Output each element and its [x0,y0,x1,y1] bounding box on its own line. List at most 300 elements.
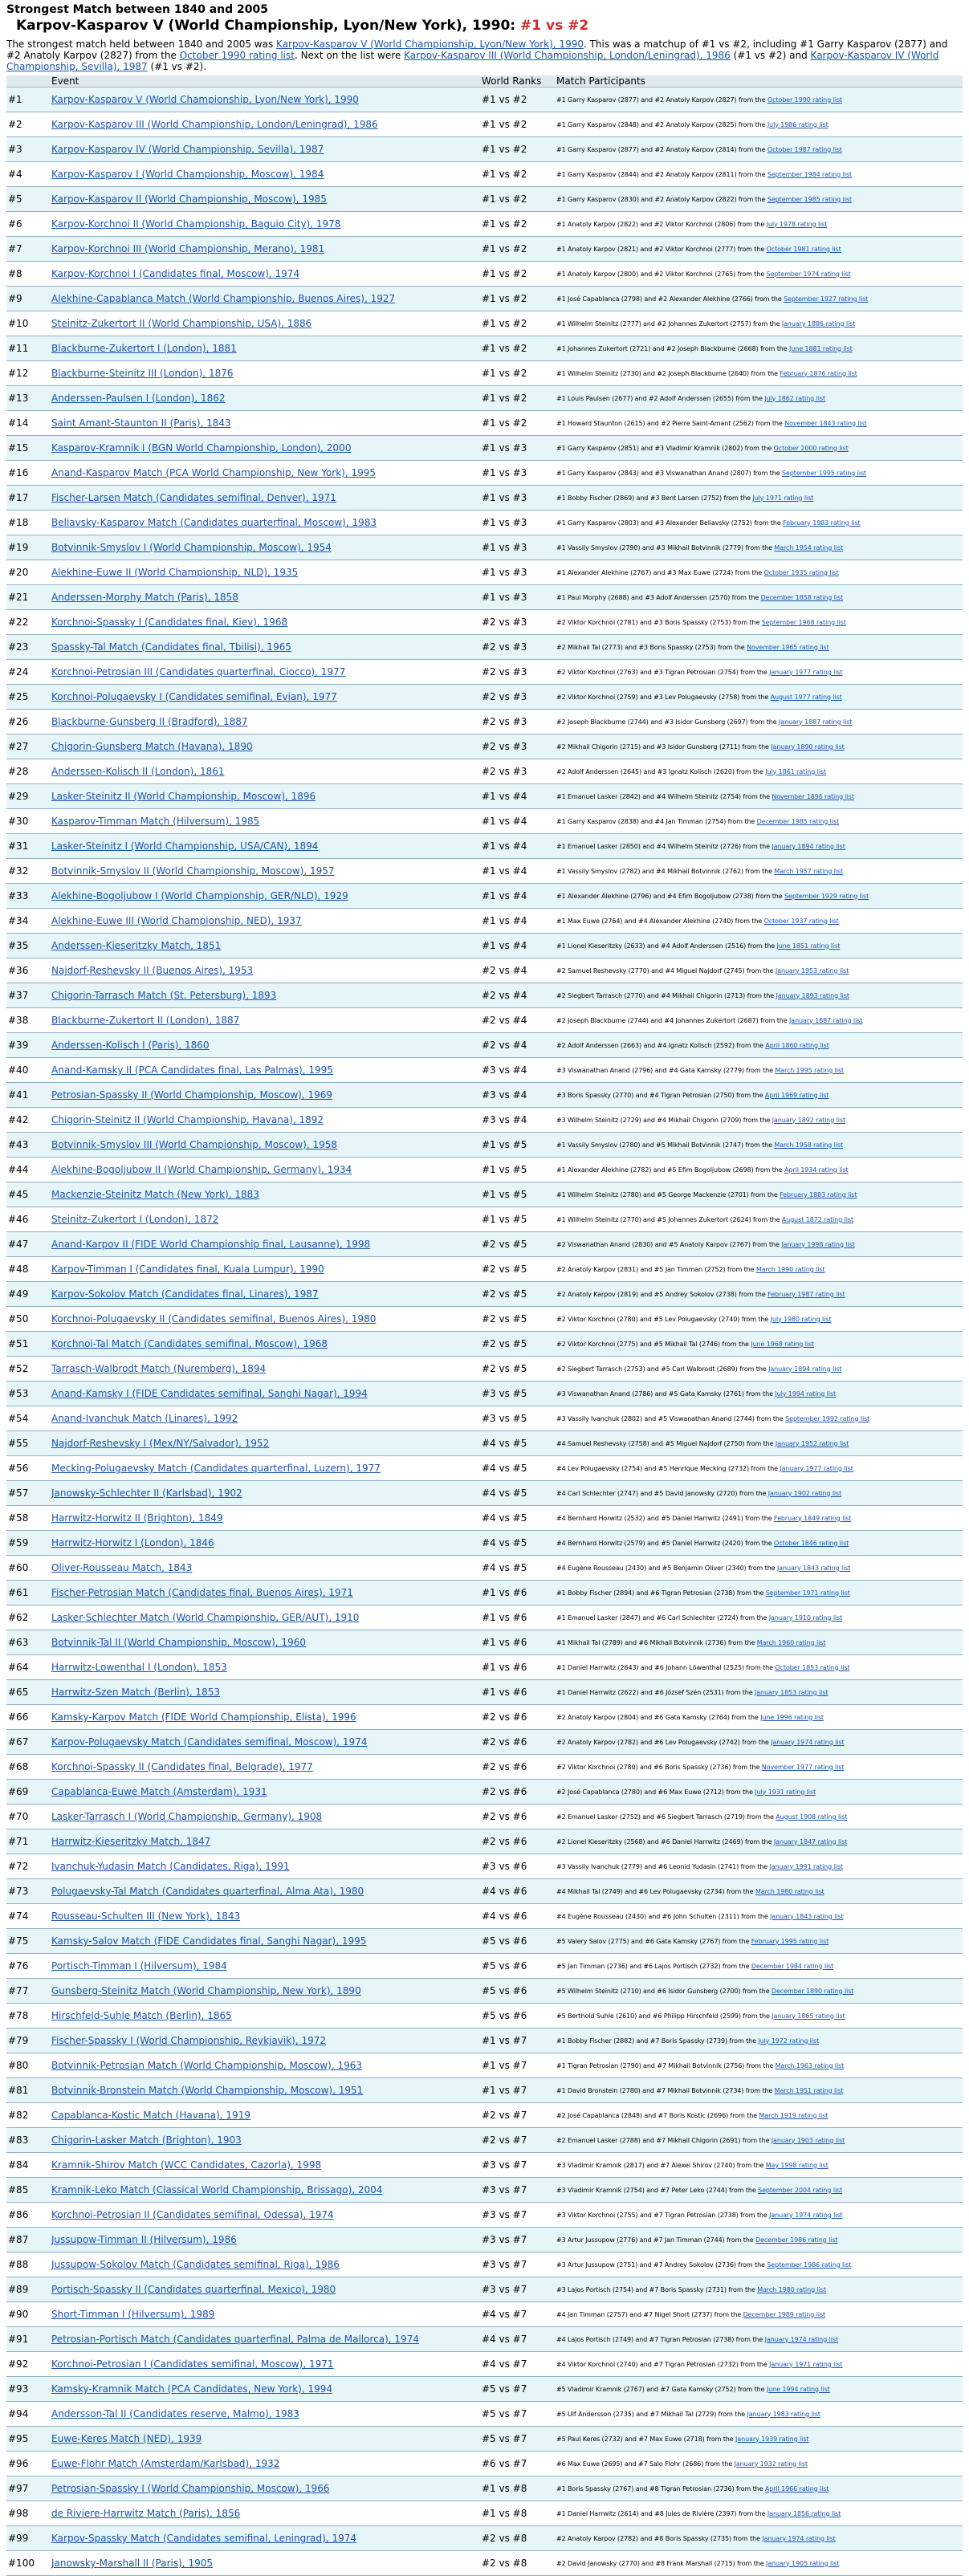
rating-list-link[interactable]: September 2004 rating list [758,2186,843,2194]
table-row [6,983,963,1008]
rating-list-link[interactable]: December 1858 rating list [760,593,844,601]
table-row [6,1083,963,1108]
rating-list-link[interactable]: February 1995 rating list [751,1937,829,1945]
intro-link-event-2[interactable]: Karpov-Kasparov III (World Championship, London/Leningrad), 1986 [404,50,731,61]
event-link[interactable]: Janowsky-Marshall II (Paris), 1905 [51,2558,213,2569]
rank-cell: #97 [6,2476,43,2501]
participants-cell [548,1979,963,2004]
event-link[interactable]: Korchnoi-Spassky II (Candidates final, Belgrade), 1977 [51,1761,313,1772]
rating-list-link[interactable]: January 1974 rating list [764,2335,838,2343]
event-link[interactable]: Korchnoi-Petrosian III (Candidates quarterfinal, Ciocco), 1977 [51,666,346,678]
rating-list-link[interactable]: July 1862 rating list [764,394,825,402]
rating-list-link[interactable]: September 1974 rating list [766,270,851,278]
participants-cell [548,834,963,859]
rank-cell: #85 [6,2178,43,2203]
table-row [6,1904,963,1929]
event-link[interactable]: Korchnoi-Tal Match (Candidates semifinal, Moscow), 1968 [51,1338,328,1349]
rating-list-link[interactable]: April 1966 rating list [764,2484,829,2493]
rating-list-link[interactable]: September 1985 rating list [767,195,852,203]
rating-list-link[interactable]: January 1856 rating list [767,2509,841,2517]
event-link[interactable]: Korchnoi-Petrosian I (Candidates semifinal, Moscow), 1971 [51,2358,334,2370]
event-link[interactable]: Blackburne-Zukertort II (London), 1887 [51,1015,240,1026]
event-link[interactable]: Anderssen-Kolisch I (Paris), 1860 [51,1040,210,1051]
event-cell [43,1108,474,1133]
event-link[interactable]: Karpov-Kasparov III (World Championship, London/Leningrad), 1986 [51,119,378,130]
event-link[interactable]: Kasparov-Kramnik I (BGN World Championship, London), 2000 [51,442,352,454]
rank-cell: #12 [6,361,43,386]
event-link[interactable]: Harrwitz-Kieseritzky Match, 1847 [51,1836,211,1847]
rating-list-link[interactable]: October 1990 rating list [767,96,842,104]
event-link[interactable]: Rousseau-Schulten III (New York), 1843 [51,1911,241,1922]
rank-cell: #67 [6,1730,43,1755]
event-link[interactable]: Mackenzie-Steinitz Match (New York), 1883 [51,1189,259,1200]
participants-text: #2 Joseph Blackburne (2744) and #3 Isidor Gunsberg (2697) from the [556,718,780,726]
event-link[interactable]: Chigorin-Steinitz II (World Championship, Havana), 1892 [51,1114,324,1125]
event-link[interactable]: Kamsky-Kramnik Match (PCA Candidates, New York), 1994 [51,2383,333,2395]
event-link[interactable]: Karpov-Kasparov I (World Championship, Moscow), 1984 [51,169,324,180]
participants-cell [548,1879,963,1904]
event-link[interactable]: Portisch-Spassky II (Candidates quarterfinal, Mexico), 1980 [51,2284,336,2295]
event-link[interactable]: Karpov-Timman I (Candidates final, Kuala Lumpur), 1990 [51,1264,324,1275]
world-ranks-cell: #2 vs #5 [474,1357,548,1382]
rating-list-link[interactable]: January 1890 rating list [771,743,845,751]
world-ranks-cell: #4 vs #7 [474,2352,548,2377]
rating-list-link[interactable]: February 1987 rating list [767,1290,845,1298]
event-link[interactable]: Korchnoi-Spassky I (Candidates final, Kiev), 1968 [51,617,288,628]
intro-link-rating-list[interactable]: October 1990 rating list [179,50,295,61]
world-ranks-cell: #1 vs #2 [474,212,548,237]
event-link[interactable]: Tarrasch-Walbrodt Match (Nuremberg), 1894 [51,1363,267,1374]
event-link[interactable]: Anderssen-Paulsen I (London), 1862 [51,393,226,404]
rating-list-link[interactable]: December 1984 rating list [751,1962,834,1970]
table-row [6,187,963,212]
event-link[interactable]: Karpov-Korchnoi III (World Championship, Merano), 1981 [51,243,325,254]
event-link[interactable]: Kramnik-Shirov Match (WCC Candidates, Cazorla), 1998 [51,2159,322,2171]
event-link[interactable]: Saint Amant-Staunton II (Paris), 1843 [51,417,231,429]
participants-text: #2 Viktor Korchnoi (2775) and #5 Mikhail Tal (2746) from the [556,1340,751,1348]
participants-cell [548,1755,963,1780]
rating-list-link[interactable]: September 1971 rating list [765,1589,850,1597]
participants-cell [548,511,963,535]
rating-list-link[interactable]: March 1919 rating list [759,2111,829,2119]
event-link[interactable]: Petrosian-Spassky II (World Championship, Moscow), 1969 [51,1089,333,1101]
rating-list-link[interactable]: January 1974 rating list [771,1738,845,1746]
event-cell [43,2501,474,2526]
rating-list-link[interactable]: January 1932 rating list [734,2460,808,2468]
rating-list-link[interactable]: March 1990 rating list [755,1265,825,1273]
world-ranks-cell: #2 vs #8 [474,2551,548,2576]
event-link[interactable]: Steinitz-Zukertort I (London), 1872 [51,1214,219,1225]
rating-list-link[interactable]: August 1872 rating list [781,1215,853,1223]
participants-cell [548,2004,963,2029]
rank-cell: #100 [6,2551,43,2576]
table-row [6,610,963,635]
rating-list-link[interactable]: January 1977 rating list [769,668,843,676]
event-link[interactable]: Euwe-Flohr Match (Amsterdam/Karlsbad), 1932 [51,2458,280,2469]
event-link[interactable]: Andersson-Tal II (Candidates reserve, Malmo), 1983 [51,2408,299,2419]
world-ranks-cell: #1 vs #4 [474,834,548,859]
rating-list-link[interactable]: October 1935 rating list [763,568,839,576]
event-link[interactable]: Euwe-Keres Match (NED), 1939 [51,2433,202,2444]
page-title: Strongest Match between 1840 and 2005 [6,3,268,16]
event-cell [43,784,474,809]
rating-list-link[interactable]: February 1983 rating list [783,519,861,527]
event-link[interactable]: Harrwitz-Horwitz II (Brighton), 1849 [51,1512,223,1524]
rating-list-link[interactable]: February 1849 rating list [774,1514,852,1522]
rating-list-link[interactable]: June 1994 rating list [766,2385,830,2393]
world-ranks-cell: #1 vs #2 [474,87,548,112]
participants-cell [548,535,963,560]
event-link[interactable]: Polugaevsky-Tal Match (Candidates quarterfinal, Alma Ata), 1980 [51,1886,364,1897]
event-link[interactable]: Fischer-Spassky I (World Championship, Reykjavik), 1972 [51,2035,326,2046]
event-link[interactable]: Najdorf-Reshevsky I (Mex/NY/Salvador), 1952 [51,1438,270,1449]
table-row [6,1805,963,1829]
event-link[interactable]: Hirschfeld-Suhle Match (Berlin), 1865 [51,2010,232,2021]
rating-list-link[interactable]: September 1992 rating list [785,1414,870,1422]
rating-list-link[interactable]: July 1994 rating list [775,1390,837,1398]
participants-text: #1 Wilhelm Steinitz (2770) and #5 Johannes Zukertort (2624) from the [556,1215,782,1223]
world-ranks-cell: #3 vs #7 [474,2228,548,2252]
participants-cell [548,2427,963,2452]
table-row [6,1382,963,1406]
rating-list-link[interactable]: February 1876 rating list [780,369,857,377]
rating-list-link[interactable]: January 1910 rating list [768,1614,843,1622]
rating-list-link[interactable]: March 1951 rating list [774,2086,844,2094]
rating-list-link[interactable]: March 1995 rating list [775,1066,844,1074]
participants-cell [548,2327,963,2352]
rating-list-link[interactable]: August 1977 rating list [770,693,842,701]
event-cell [43,1257,474,1282]
intro-link-event-3[interactable]: Karpov-Kasparov IV (World Championship, Sevilla), 1987 [6,50,939,72]
event-link[interactable]: Botvinnik-Smyslov II (World Championship, Moscow), 1957 [51,865,335,877]
table-row [6,1655,963,1680]
event-link[interactable]: Karpov-Korchnoi II (World Championship, Baguio City), 1978 [51,218,341,230]
event-link[interactable]: Alekhine-Bogoljubow I (World Championship, GER/NLD), 1929 [51,890,348,901]
event-link[interactable]: Harrwitz-Horwitz I (London), 1846 [51,1537,214,1548]
rating-list-link[interactable]: June 1968 rating list [751,1340,815,1348]
event-link[interactable]: Alekhine-Capablanca Match (World Championship, Buenos Aires), 1927 [51,293,396,304]
rating-list-link[interactable]: January 1998 rating list [781,1240,855,1248]
rating-list-link[interactable]: January 1953 rating list [775,967,849,975]
participants-text: #1 Garry Kasparov (2838) and #4 Jan Timman (2754) from the [556,817,757,825]
event-link[interactable]: Botvinnik-Petrosian Match (World Championship, Moscow), 1963 [51,2060,363,2071]
event-link[interactable]: de Riviere-Harrwitz Match (Paris), 1856 [51,2508,241,2519]
participants-cell [548,1929,963,1954]
rating-list-link[interactable]: January 1893 rating list [776,991,849,999]
rating-list-link[interactable]: September 1984 rating list [767,170,852,178]
event-link[interactable]: Beliavsky-Kasparov Match (Candidates quarterfinal, Moscow), 1983 [51,517,377,528]
rating-list-link[interactable]: March 1980 rating list [757,2285,826,2293]
rating-list-link[interactable]: September 1986 rating list [767,2261,852,2269]
rating-list-link[interactable]: January 1977 rating list [780,1464,853,1472]
table-row [6,784,963,809]
event-link[interactable]: Botvinnik-Smyslov III (World Championship, Moscow), 1958 [51,1139,338,1150]
event-link[interactable]: Botvinnik-Smyslov I (World Championship, Moscow), 1954 [51,542,332,553]
event-link[interactable]: Jussupow-Timman II (Hilversum), 1986 [51,2234,237,2245]
event-link[interactable]: Anand-Ivanchuk Match (Linares), 1992 [51,1413,238,1424]
participants-text: #2 Anatoly Karpov (2804) and #6 Gata Kamsky (2764) from the [556,1713,761,1721]
rating-list-link[interactable]: January 1971 rating list [769,2360,843,2368]
rating-list-link[interactable]: June 1881 rating list [789,344,853,352]
participants-cell [548,2302,963,2327]
rating-list-link[interactable]: April 1969 rating list [764,1091,829,1099]
event-link[interactable]: Chigorin-Lasker Match (Brighton), 1903 [51,2134,242,2146]
intro-text: (#1 vs #2). [147,61,207,72]
event-link[interactable]: Oliver-Rousseau Match, 1843 [51,1562,193,1573]
participants-text: #1 Lionel Kieseritzky (2633) and #4 Adolf Anderssen (2516) from the [556,942,777,950]
rating-list-link[interactable]: January 1865 rating list [772,2012,845,2020]
event-link[interactable]: Petrosian-Spassky I (World Championship, Moscow), 1966 [51,2483,330,2494]
event-link[interactable]: Fischer-Petrosian Match (Candidates final, Buenos Aires), 1971 [51,1587,353,1598]
rating-list-link[interactable]: March 1957 rating list [774,867,844,875]
event-link[interactable]: Korchnoi-Petrosian II (Candidates semifinal, Odessa), 1974 [51,2209,334,2220]
rating-list-link[interactable]: November 1965 rating list [747,643,829,651]
rating-list-link[interactable]: June 1851 rating list [776,942,841,950]
participants-cell [548,635,963,660]
event-link[interactable]: Anand-Kamsky I (FIDE Candidates semifinal, Sanghi Nagar), 1994 [51,1388,368,1399]
rating-list-link[interactable]: March 1980 rating list [755,1887,824,1895]
participants-cell [548,212,963,237]
event-link[interactable]: Karpov-Kasparov V (World Championship, Lyon/New York), 1990 [51,94,359,105]
rating-list-link[interactable]: December 1989 rating list [743,2310,826,2318]
participants-cell [548,1531,963,1556]
event-link[interactable]: Kamsky-Salov Match (FIDE Candidates final, Sanghi Nagar), 1995 [51,1935,367,1947]
rank-cell: #55 [6,1431,43,1456]
event-link[interactable]: Blackburne-Gunsberg II (Bradford), 1887 [51,716,248,727]
rating-list-link[interactable]: January 1991 rating list [769,1862,843,1870]
participants-cell [548,461,963,486]
rating-list-link[interactable]: December 1890 rating list [771,1987,854,1995]
rank-cell: #84 [6,2153,43,2178]
rating-list-link[interactable]: January 1952 rating list [775,1439,849,1447]
event-link[interactable]: Janowsky-Schlechter II (Karlsbad), 1902 [51,1487,242,1499]
event-link[interactable]: Jussupow-Sokolov Match (Candidates semifinal, Riga), 1986 [51,2259,340,2270]
rating-list-link[interactable]: April 1934 rating list [784,1166,849,1174]
event-link[interactable]: Korchnoi-Polugaevsky I (Candidates semifinal, Evian), 1977 [51,691,337,702]
event-link[interactable]: Ivanchuk-Yudasin Match (Candidates, Riga), 1991 [51,1861,290,1872]
rating-list-link[interactable]: July 1978 rating list [766,220,828,228]
table-row [6,1581,963,1605]
world-ranks-cell: #2 vs #3 [474,610,548,635]
event-link[interactable]: Anderssen-Kieseritzky Match, 1851 [51,940,222,951]
rating-list-link[interactable]: November 1896 rating list [772,792,854,800]
rating-list-link[interactable]: January 1939 rating list [735,2435,809,2443]
rating-list-link[interactable]: February 1883 rating list [780,1190,857,1198]
event-link[interactable]: Anderssen-Morphy Match (Paris), 1858 [51,592,238,603]
event-link[interactable]: Botvinnik-Bronstein Match (World Championship, Moscow), 1951 [51,2085,364,2096]
rating-list-link[interactable]: January 1974 rating list [769,2211,843,2219]
rating-list-link[interactable]: January 1894 rating list [768,1365,842,1373]
event-link[interactable]: Steinitz-Zukertort II (World Championship, USA), 1886 [51,318,312,329]
table-row [6,1033,963,1058]
rank-cell: #73 [6,1879,43,1904]
event-link[interactable]: Petrosian-Portisch Match (Candidates quarterfinal, Palma de Mallorca), 1974 [51,2334,419,2345]
table-row [6,735,963,759]
table-row [6,1730,963,1755]
event-link[interactable]: Karpov-Korchnoi I (Candidates final, Moscow), 1974 [51,268,300,279]
rank-cell: #17 [6,486,43,511]
rating-list-link[interactable]: November 1843 rating list [784,419,867,427]
rating-list-link[interactable]: July 1931 rating list [755,1788,816,1796]
event-link[interactable]: Alekhine-Bogoljubow II (World Championship, Germany), 1934 [51,1164,352,1175]
event-cell [43,2327,474,2352]
participants-cell [548,2476,963,2501]
rank-cell: #50 [6,1307,43,1332]
event-link[interactable]: Najdorf-Reshevsky II (Buenos Aires), 1953 [51,965,254,976]
world-ranks-cell: #3 vs #4 [474,1083,548,1108]
event-cell [43,585,474,610]
rating-list-link[interactable]: January 1853 rating list [755,1688,829,1696]
rating-list-link[interactable]: September 1968 rating list [761,618,846,626]
rating-list-link[interactable]: October 1987 rating list [767,145,842,153]
rank-cell: #16 [6,461,43,486]
event-link[interactable]: Blackburne-Zukertort I (London), 1881 [51,343,237,354]
table-row [6,361,963,386]
event-link[interactable]: Anand-Kamsky II (PCA Candidates final, Las Palmas), 1995 [51,1064,333,1076]
rating-list-link[interactable]: July 1986 rating list [767,120,829,128]
rating-list-link[interactable]: June 1996 rating list [760,1713,824,1721]
event-link[interactable]: Anand-Karpov II (FIDE World Championship final, Lausanne), 1998 [51,1239,371,1250]
table-row [6,1307,963,1332]
world-ranks-cell: #3 vs #5 [474,1382,548,1406]
participants-cell [548,1780,963,1805]
event-cell [43,1954,474,1979]
rating-list-link[interactable]: January 1903 rating list [771,2136,845,2144]
event-link[interactable]: Anderssen-Kolisch II (London), 1861 [51,766,225,777]
participants-cell [548,137,963,162]
event-cell [43,1979,474,2004]
event-link[interactable]: Kamsky-Karpov Match (FIDE World Championship, Elista), 1996 [51,1711,356,1723]
participants-text: #1 Tigran Petrosian (2790) and #7 Mikhail Botvinnik (2756) from the [556,2061,776,2069]
event-link[interactable]: Alekhine-Euwe II (World Championship, NLD), 1935 [51,567,299,578]
participants-text: #1 Paul Morphy (2688) and #3 Adolf Anderssen (2570) from the [556,593,761,601]
rating-list-link[interactable]: March 1960 rating list [756,1638,826,1646]
rating-list-link[interactable]: January 1847 rating list [773,1837,848,1846]
rating-list-link[interactable]: August 1908 rating list [776,1813,848,1821]
event-cell [43,262,474,287]
participants-cell [548,237,963,262]
participants-cell [548,784,963,809]
event-link[interactable]: Harrwitz-Szen Match (Berlin), 1853 [51,1687,221,1698]
table-row [6,1207,963,1232]
event-link[interactable]: Mecking-Polugaevsky Match (Candidates quarterfinal, Luzern), 1977 [51,1463,381,1474]
event-link[interactable]: Lasker-Steinitz II (World Championship, Moscow), 1896 [51,791,316,802]
rating-list-link[interactable]: January 1974 rating list [762,2534,836,2542]
rating-list-link[interactable]: March 1958 rating list [774,1141,844,1149]
rating-list-link[interactable]: December 1986 rating list [755,2236,838,2244]
table-body [6,87,963,2576]
rating-list-link[interactable]: January 1843 rating list [776,1564,851,1572]
event-link[interactable]: Korchnoi-Polugaevsky II (Candidates semifinal, Buenos Aires), 1980 [51,1313,377,1325]
event-link[interactable]: Fischer-Larsen Match (Candidates semifinal, Denver), 1971 [51,492,336,503]
rank-cell: #89 [6,2277,43,2302]
world-ranks-cell: #3 vs #6 [474,1854,548,1879]
rating-list-link[interactable]: September 1995 rating list [782,469,867,477]
rating-list-link[interactable]: March 1954 rating list [774,543,844,551]
event-link[interactable]: Karpov-Polugaevsky Match (Candidates semifinal, Moscow), 1974 [51,1736,368,1748]
event-cell [43,884,474,909]
event-link[interactable]: Karpov-Kasparov II (World Championship, Moscow), 1985 [51,193,327,205]
rating-list-link[interactable]: July 1972 rating list [758,2037,820,2045]
rating-list-link[interactable]: October 1846 rating list [774,1539,849,1547]
event-link[interactable]: Botvinnik-Tal II (World Championship, Moscow), 1960 [51,1637,306,1648]
event-link[interactable]: Chigorin-Gunsberg Match (Havana), 1890 [51,741,253,752]
event-link[interactable]: Chigorin-Tarrasch Match (St. Petersburg), 1893 [51,990,277,1001]
event-link[interactable]: Alekhine-Euwe III (World Championship, NED), 1937 [51,915,302,926]
event-link[interactable]: Anand-Kasparov Match (PCA World Championship, New York), 1995 [51,467,376,478]
table-row [6,2476,963,2501]
event-link[interactable]: Capablanca-Kostic Match (Havana), 1919 [51,2110,250,2121]
rating-list-link[interactable]: October 2000 rating list [773,444,849,452]
rating-list-link[interactable]: September 1927 rating list [784,295,869,303]
world-ranks-cell: #1 vs #2 [474,162,548,187]
rating-list-link[interactable]: July 1861 rating list [765,767,826,775]
event-link[interactable]: Kasparov-Timman Match (Hilversum), 1985 [51,816,260,827]
event-cell [43,336,474,361]
rating-list-link[interactable]: January 1887 rating list [779,718,853,726]
event-link[interactable]: Short-Timman I (Hilversum), 1989 [51,2309,215,2320]
world-ranks-cell: #1 vs #2 [474,137,548,162]
event-cell [43,2377,474,2402]
event-link[interactable]: Karpov-Spassky Match (Candidates semifinal, Leningrad), 1974 [51,2533,356,2544]
rating-list-link[interactable]: April 1860 rating list [765,1041,829,1049]
event-link[interactable]: Blackburne-Steinitz III (London), 1876 [51,368,234,379]
rating-list-link[interactable]: January 1886 rating list [781,319,856,328]
participants-cell [548,1033,963,1058]
event-link[interactable]: Karpov-Kasparov IV (World Championship, Sevilla), 1987 [51,144,324,155]
rating-list-link[interactable]: January 1983 rating list [747,2410,820,2418]
event-link[interactable]: Lasker-Schlechter Match (World Championship, GER/AUT), 1910 [51,1612,360,1623]
rating-list-link[interactable]: January 1902 rating list [767,1489,842,1497]
event-link[interactable]: Harrwitz-Lowenthal I (London), 1853 [51,1662,227,1673]
event-link[interactable]: Kramnik-Leko Match (Classical World Championship, Brissago), 2004 [51,2184,383,2196]
rank-cell: #36 [6,958,43,983]
event-link[interactable]: Gunsberg-Steinitz Match (World Championship, New York), 1890 [51,1985,361,1996]
event-link[interactable]: Lasker-Steinitz I (World Championship, USA/CAN), 1894 [51,840,319,852]
rating-list-link[interactable]: October 1937 rating list [763,917,839,925]
event-cell [43,386,474,411]
event-link[interactable]: Karpov-Sokolov Match (Candidates final, Linares), 1987 [51,1288,319,1300]
table-row [6,1182,963,1207]
rank-cell: #8 [6,262,43,287]
event-cell [43,2004,474,2029]
rating-list-link[interactable]: January 1894 rating list [772,842,845,850]
rating-list-link[interactable]: January 1892 rating list [772,1116,846,1124]
rating-list-link[interactable]: October 1853 rating list [775,1663,850,1671]
event-link[interactable]: Lasker-Tarrasch I (World Championship, Germany), 1908 [51,1811,323,1822]
table-row [6,560,963,585]
rating-list-link[interactable]: September 1929 rating list [784,892,869,900]
rating-list-link[interactable]: December 1985 rating list [756,817,840,825]
participants-cell [548,585,963,610]
rating-list-link[interactable]: January 1843 rating list [770,1912,844,1920]
rating-list-link[interactable]: October 1981 rating list [766,245,841,253]
event-cell [43,1058,474,1083]
participants-cell [548,1730,963,1755]
intro-link-event-1[interactable]: Karpov-Kasparov V (World Championship, Lyon/New York), 1990 [276,39,584,50]
rating-list-link[interactable]: January 1905 rating list [765,2559,840,2567]
event-link[interactable]: Spassky-Tal Match (Candidates final, Tbilisi), 1965 [51,641,291,653]
rank-cell: #45 [6,1182,43,1207]
rating-list-link[interactable]: May 1998 rating list [765,2161,829,2169]
rating-list-link[interactable]: January 1887 rating list [789,1016,863,1024]
event-link[interactable]: Capablanca-Euwe Match (Amsterdam), 1931 [51,1786,267,1797]
rating-list-link[interactable]: July 1971 rating list [752,494,814,502]
rating-list-link[interactable]: July 1980 rating list [770,1315,832,1323]
rating-list-link[interactable]: March 1963 rating list [775,2061,845,2069]
event-link[interactable]: Portisch-Timman I (Hilversum), 1984 [51,1960,227,1972]
rating-list-link[interactable]: November 1977 rating list [761,1763,845,1771]
